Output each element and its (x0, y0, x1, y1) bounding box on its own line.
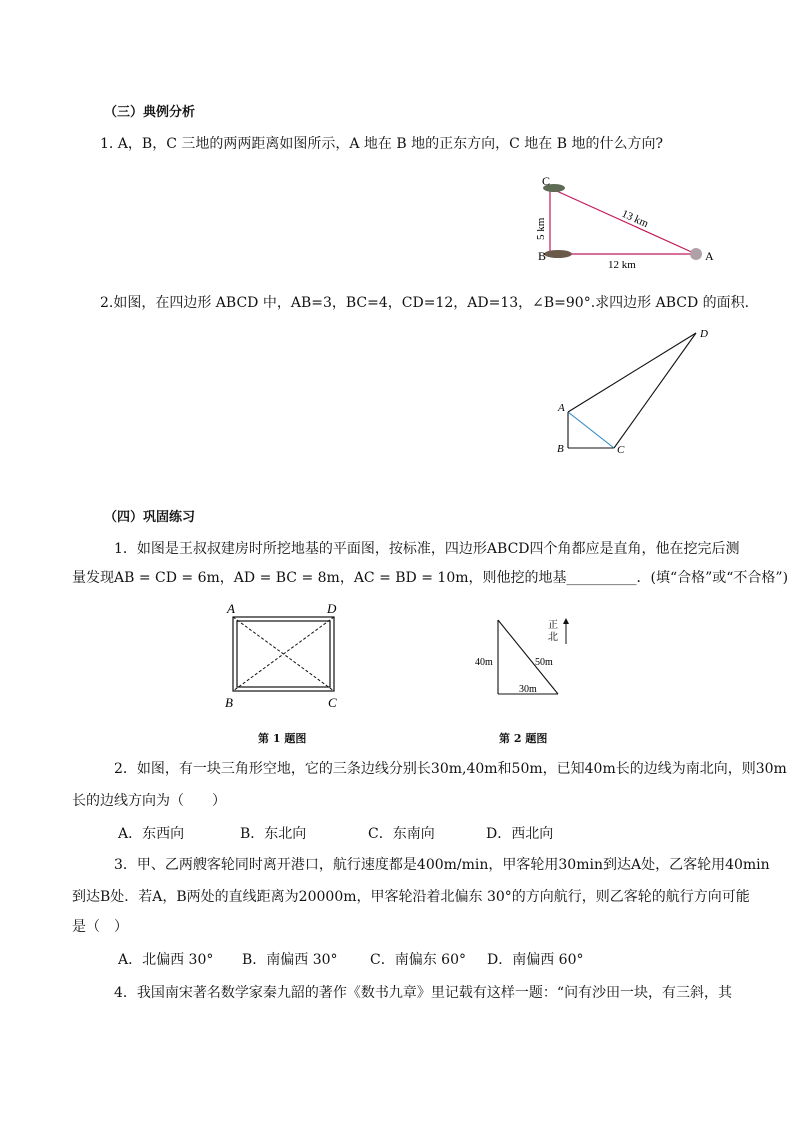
section-title-practice: （四）巩固练习 (104, 510, 196, 525)
practice-3-option-d: D．南偏西 60° (487, 952, 584, 968)
label-b: B (538, 249, 547, 263)
figure-2-caption: 第 2 题图 (499, 732, 548, 745)
label-c: C (542, 174, 551, 188)
diagonal-ac (568, 412, 614, 448)
label-50m: 50m (535, 657, 553, 668)
label-a: A (227, 601, 235, 616)
example-question-2: 2.如图，在四边形 ABCD 中，AB=3，BC=4，CD=12，AD=13，∠B=90°.求四边形 ABCD 的面积. (100, 295, 750, 311)
location-b-icon (544, 250, 572, 258)
label-b: B (225, 695, 233, 710)
practice-3-option-a: A．北偏西 30° (118, 952, 214, 968)
figure-triangle-abc (528, 168, 728, 278)
figure-right-triangle-field (470, 614, 580, 698)
figure-1-caption: 第 1 题图 (258, 732, 307, 745)
practice-3-line-3: 是（ ） (72, 919, 128, 935)
north-char-2: 北 (548, 632, 558, 643)
practice-2-option-a: A．东西向 (118, 826, 185, 842)
label-a: A (558, 402, 565, 414)
label-30m: 30m (519, 684, 537, 695)
example-question-1: 1. A，B，C 三地的两两距离如图所示，A 地在 B 地的正东方向，C 地在 B 地的什么方向? (100, 136, 663, 152)
figure-foundation-rectangle (222, 600, 352, 712)
label-d: D (327, 601, 337, 616)
figure-quadrilateral-abcd (550, 322, 720, 458)
practice-3-line-1: 3．甲、乙两艘客轮同时离开港口，航行速度都是400m/min，甲客轮用30min到达A处，乙客轮用40min (114, 857, 770, 873)
label-ba: 12 km (608, 259, 636, 271)
practice-2-line-1: 2．如图，有一块三角形空地，它的三条边线分别长30m,40m和50m，已知40m长的边线为南北向，则30m (114, 761, 787, 777)
practice-4-line-1: 4．我国南宋著名数学家秦九韶的著作《数书九章》里记载有这样一题：“问有沙田一块，有三斜，其 (114, 985, 733, 1001)
label-ca: 13 km (619, 207, 651, 231)
location-a-icon (690, 248, 702, 260)
segment-ca (550, 188, 696, 254)
practice-1-line-2: 量发现AB = CD = 6m，AD = BC = 8m，AC = BD = 10m，则他挖的地基__________．(填“合格”或“不合格”) (72, 570, 789, 586)
practice-1-line-1: 1．如图是王叔叔建房时所挖地基的平面图，按标准，四边形ABCD四个角都应是直角，他在挖完后测 (114, 541, 740, 557)
practice-2-option-b: B．东北向 (240, 826, 307, 842)
label-d: D (700, 328, 708, 340)
label-bc: 5 km (535, 217, 547, 240)
label-b: B (557, 443, 564, 455)
label-c: C (617, 444, 625, 456)
label-a: A (705, 249, 714, 263)
practice-3-option-c: C．南偏东 60° (370, 952, 466, 968)
label-40m: 40m (475, 657, 493, 668)
practice-2-option-d: D．西北向 (486, 826, 554, 842)
practice-2-option-c: C．东南向 (368, 826, 435, 842)
practice-3-line-2: 到达B处．若A，B两处的直线距离为20000m，甲客轮沿着北偏东 30°的方向航行，则乙客轮的航行方向可能 (72, 889, 750, 905)
label-c: C (328, 695, 337, 710)
practice-2-line-2: 长的边线方向为（ ） (72, 793, 226, 809)
section-title-examples: （三）典例分析 (104, 105, 196, 120)
practice-3-option-b: B．南偏西 30° (242, 952, 338, 968)
north-char-1: 正 (548, 620, 558, 631)
